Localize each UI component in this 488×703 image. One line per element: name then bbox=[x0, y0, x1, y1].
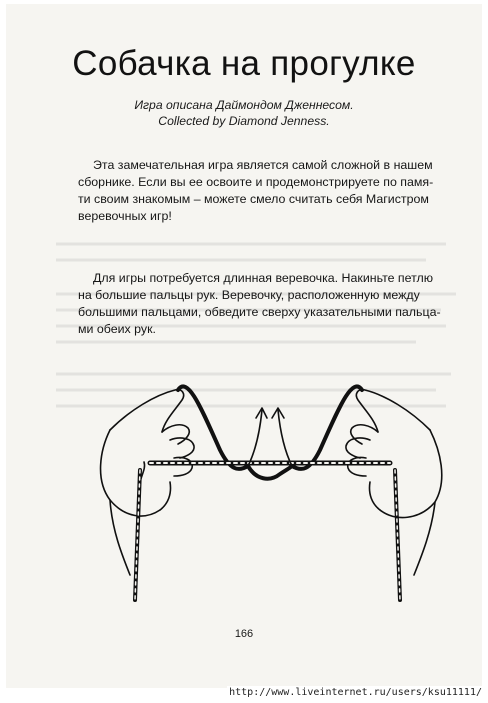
text-line: ми обеих рук. bbox=[78, 321, 466, 338]
credit-russian: Игра описана Даймондом Дженнесом. bbox=[6, 98, 482, 112]
text-line: большими пальцами, обведите сверху указательными пальца- bbox=[78, 304, 466, 321]
text-line: сборнике. Если вы ее освоите и продемонстрируете по памя- bbox=[78, 174, 466, 191]
book-page bbox=[6, 4, 482, 688]
text-line: Для игры потребуется длинная веревочка. Накиньте петлю bbox=[78, 270, 466, 287]
page-title: Собачка на прогулке bbox=[6, 44, 482, 84]
left-hand bbox=[101, 390, 195, 575]
text-line: ти своим знакомым – можете смело считать себя Магистром bbox=[78, 191, 466, 208]
intro-paragraph bbox=[78, 157, 466, 225]
text-line: на большие пальцы рук. Веревочку, расположенную между bbox=[78, 287, 466, 304]
text-line: Эта замечательная игра является самой сложной в нашем bbox=[78, 157, 466, 174]
watermark-url[interactable]: http://www.liveinternet.ru/users/ksu11111/ bbox=[227, 686, 484, 699]
up-arrow-icon bbox=[272, 408, 292, 466]
text-line: веревочных игр! bbox=[78, 208, 466, 225]
hands-string-figure-icon bbox=[70, 370, 470, 610]
up-arrow-icon bbox=[248, 408, 267, 466]
credit-english: Collected by Diamond Jenness. bbox=[6, 114, 482, 128]
page-number: 166 bbox=[6, 628, 482, 640]
instruction-paragraph bbox=[78, 270, 466, 338]
